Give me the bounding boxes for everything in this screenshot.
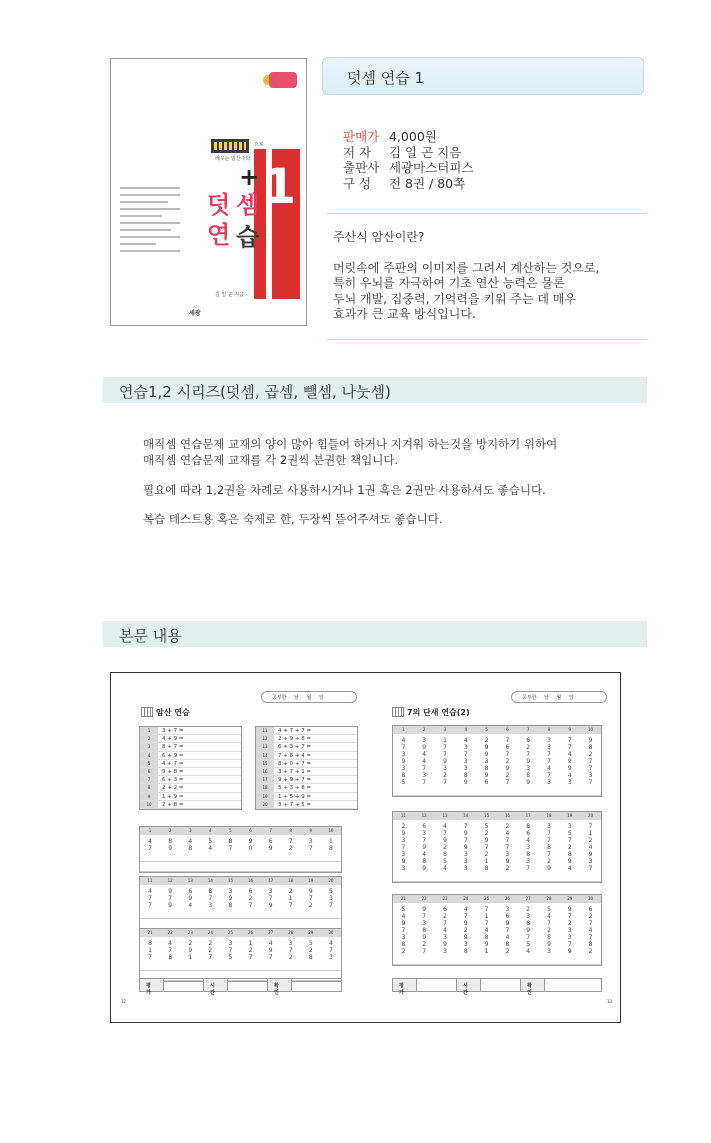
footer-label: 시 간 [204, 979, 228, 991]
evaluation-row [139, 978, 342, 996]
equation-row [256, 727, 357, 735]
grid-header-cell: 28 [546, 896, 552, 901]
grid-number-column: 9 0 [248, 838, 253, 852]
grid-header-cell: 24 [463, 896, 469, 901]
grid-header-cell: 13 [187, 878, 193, 883]
equation-number: 1 [140, 727, 158, 734]
problem-grid [139, 928, 342, 982]
equation-row [140, 760, 241, 768]
equation-text: 9 + 9 + 7 = [278, 777, 312, 784]
equation-row [140, 735, 241, 743]
problem-grid [392, 811, 602, 883]
grid-header-cell: 4 [209, 828, 212, 833]
equation-text: 6 + 3 + 7 = [278, 744, 312, 751]
equation-row [256, 784, 357, 792]
equation-number: 6 [140, 768, 158, 775]
grid-header-cell: 18 [546, 813, 552, 818]
grid-number-column: 3 9 8 [228, 888, 233, 909]
spec-author-value: 김 일 곤 지음 [388, 144, 462, 160]
grid-number-column: 9 7 2 3 3 7 9 [567, 906, 572, 955]
equation-row [140, 784, 241, 792]
description-line: 효과가 큰 교육 방식입니다. [333, 307, 476, 321]
divider-top [327, 213, 647, 214]
grid-header-cell: 2 [422, 727, 426, 732]
grid-number-column: 8 7 3 [208, 888, 213, 909]
cover-blurb [120, 187, 180, 257]
grid-header-cell: 1 [148, 828, 152, 833]
grid-number-column: 3 7 5 [228, 940, 233, 961]
grid-number-column: 8 6 4 3 8 3 7 [526, 823, 531, 872]
equation-number: 16 [256, 768, 274, 775]
grid-number-column: 6 9 4 [188, 888, 193, 909]
grid-header-cell: 8 [547, 727, 551, 732]
grid-header-cell: 9 [309, 828, 313, 833]
equation-text: 1 + 9 = [162, 793, 184, 800]
grid-number-column: 1 8 [328, 838, 333, 852]
equation-row [140, 776, 241, 784]
equation-row [256, 743, 357, 751]
spec-price-label: 판매가 [343, 129, 380, 144]
spec-price-value: 4,000원 [388, 129, 437, 144]
equation-number: 5 [140, 760, 158, 767]
grid-number-column: 3 3 7 7 4 7 3 [547, 737, 551, 786]
equation-list-b [255, 726, 358, 810]
equation-text: 9 + 8 = [162, 768, 184, 775]
grid-number-column: 2 9 1 [188, 940, 193, 961]
page-title: 암산 연습 [141, 707, 190, 718]
equation-number: 14 [256, 752, 274, 759]
grid-header-cell: 13 [442, 813, 448, 818]
grid-header-cell: 25 [484, 896, 490, 901]
equation-text: 4 + 7 + 7 = [278, 728, 312, 734]
grid-header-cell: 26 [247, 930, 254, 935]
grid-number-column: 6 3 7 9 4 8 9 [422, 823, 427, 872]
equation-text: 7 + 8 + 4 = [278, 752, 312, 759]
grid-number-column: 6 2 7 [248, 888, 253, 909]
grid-header-cell: 5 [485, 727, 488, 732]
answer-lines [140, 909, 341, 929]
spec-author [343, 145, 474, 161]
grid-header-cell: 11 [400, 813, 406, 818]
grid-header-cell: 9 [568, 727, 572, 732]
grid-number-column: 4 7 [148, 838, 152, 852]
grid-number-column: 2 4 7 7 3 9 2 [505, 823, 510, 872]
equation-number: 11 [256, 727, 274, 734]
grid-number-column: 4 7 3 [328, 940, 333, 961]
grid-number-column: 2 3 8 9 7 5 4 [526, 906, 531, 955]
sample-page-right [366, 673, 621, 1022]
page-title: 7의 단새 연습(2) [392, 707, 470, 718]
equation-number: 18 [256, 784, 274, 791]
grid-header-cell: 3 [188, 828, 192, 833]
grid-number-column: 7 1 2 4 9 3 7 [588, 823, 593, 872]
footer-label: 평 가 [393, 979, 417, 991]
grid-header-cell: 19 [567, 813, 573, 818]
spec-composition [343, 176, 474, 192]
grid-header-cell: 20 [588, 813, 594, 818]
grid-header-cell: 22 [167, 930, 173, 935]
equation-number: 15 [256, 760, 274, 767]
cover-plus: + [239, 163, 260, 191]
grid-header-cell: 21 [400, 896, 406, 901]
grid-header-cell: 7 [526, 727, 530, 732]
grid-header-cell: 17 [525, 813, 531, 818]
grid-number-column: 1 7 7 9 3 2 7 [443, 737, 447, 786]
grid-header-cell: 16 [504, 813, 510, 818]
cover-author: 김 일 곤 지음 [215, 292, 244, 298]
abacus-icon [392, 707, 404, 717]
footer-label: 확 인 [521, 979, 545, 991]
cover-char-2: 셈 [236, 191, 260, 219]
grid-header-cell: 4 [464, 727, 468, 732]
equation-text: 2 + 8 = [162, 801, 184, 808]
equation-number: 10 [140, 801, 158, 808]
equation-text: 6 + 9 = [162, 752, 184, 759]
spec-composition-label: 구 성 [343, 175, 372, 191]
equation-number: 19 [256, 793, 274, 800]
spec-author-label: 저 자 [343, 144, 372, 160]
grid-number-column: 8 1 7 [148, 940, 152, 961]
equation-number: 17 [256, 776, 274, 783]
grid-number-column: 6 2 7 4 7 8 2 [588, 906, 593, 955]
description-line: 특히 우뇌를 자극하여 기초 연산 능력은 물론 [333, 276, 565, 290]
equation-row [140, 727, 241, 735]
equation-row [140, 801, 241, 809]
grid-header-cell: 2 [168, 828, 172, 833]
equation-row [256, 735, 357, 743]
equation-text: 5 + 3 + 8 = [278, 785, 312, 792]
grid-number-column: 7 7 4 9 9 4 3 [567, 737, 572, 786]
grid-number-column: 4 7 9 2 9 3 8 [463, 906, 468, 955]
equation-number: 2 [140, 735, 158, 742]
problem-grid [392, 725, 602, 797]
grid-header-cell: 15 [484, 813, 490, 818]
evaluation-row [392, 978, 602, 996]
grid-header-cell: 12 [167, 878, 173, 883]
grid-header-cell: 17 [268, 878, 274, 883]
equation-text: 4 + 9 = [162, 736, 184, 743]
grid-number-column: 6 9 [268, 838, 273, 852]
cover-publisher: 세광 [189, 310, 201, 317]
grid-number-column: 5 4 [208, 838, 213, 852]
description-line: 두뇌 개발, 집중력, 기억력을 키워 주는 데 매우 [333, 291, 576, 306]
cover-volume-number: 1 [262, 159, 296, 215]
grid-number-column: 4 8 [188, 838, 193, 852]
equation-text: 8 + 7 = [162, 744, 184, 751]
equation-text: 3 + 7 + 1 = [278, 768, 312, 775]
grid-number-column: 3 7 [308, 838, 313, 852]
grid-header-cell: 10 [328, 828, 334, 833]
grid-header-cell: 24 [207, 930, 213, 935]
grid-header-cell: 27 [525, 896, 531, 901]
grid-number-column: 5 4 9 7 3 8 2 [401, 906, 406, 955]
equation-number: 13 [256, 743, 274, 750]
equation-text: 4 + 7 = [162, 760, 184, 767]
equation-number: 20 [256, 801, 274, 808]
answer-lines [393, 872, 601, 882]
grid-number-column: 6 2 7 9 3 8 9 [526, 737, 531, 786]
equation-text: 3 + 7 + 5 = [278, 801, 312, 808]
grid-number-column: 7 6 7 2 9 2 7 [505, 737, 510, 786]
equation-number: 9 [140, 793, 158, 800]
footer-label: 시 간 [457, 979, 481, 991]
cover-char-3: 연 [207, 221, 231, 249]
equation-number: 3 [140, 743, 158, 750]
spec-publisher-value: 세광마스터피스 [388, 160, 474, 175]
grid-number-column: 3 7 2 [288, 940, 293, 961]
equation-row [256, 768, 357, 776]
grid-number-column: 4 9 7 [268, 940, 273, 961]
equation-row [140, 768, 241, 776]
grid-header-cell: 21 [147, 930, 153, 935]
grid-header-cell: 20 [328, 878, 334, 883]
grid-header-cell: 28 [288, 930, 294, 935]
grid-number-column: 5 2 9 7 2 1 8 [484, 823, 489, 872]
grid-number-column: 5 3 7 [328, 888, 333, 909]
problem-grid [139, 876, 342, 930]
date-label: 공부한 날 월 일 [511, 691, 607, 703]
grid-number-column: 7 2 [288, 838, 293, 852]
series-paragraph: 매직셈 연습문제 교재를 각 2권씩 분권한 책입니다. [143, 453, 399, 467]
answer-lines [393, 786, 601, 796]
spec-publisher-label: 출판사 [343, 160, 380, 175]
grid-header-cell: 12 [421, 813, 427, 818]
equation-row [256, 760, 357, 768]
date-label: 공부한 날 월 일 [261, 691, 357, 703]
grid-number-column: 8 9 [168, 838, 173, 852]
grid-number-column: 9 8 2 7 7 3 7 [588, 737, 593, 786]
grid-number-column: 7 1 7 4 8 9 1 [484, 906, 489, 955]
book-cover-image [110, 58, 307, 326]
grid-number-column: 3 6 9 7 4 8 2 [505, 906, 510, 955]
cover-subtitle: 배우는 암산수학 [215, 156, 251, 162]
product-description [333, 230, 599, 323]
grid-header-cell: 30 [588, 896, 594, 901]
grid-number-column: 4 7 8 [168, 940, 173, 961]
footer-label: 확 인 [268, 979, 292, 991]
grid-header-cell: 15 [227, 878, 233, 883]
series-heading: 연습1,2 시리즈(덧셈, 곱셈, 뺄셈, 나눗셈) [103, 377, 647, 403]
equation-text: 6 + 3 = [162, 777, 184, 784]
grid-number-column: 5 4 7 2 8 9 3 [547, 906, 551, 955]
grid-header-cell: 26 [504, 896, 510, 901]
grid-number-column: 9 7 3 8 9 2 7 [422, 906, 427, 955]
equation-row [256, 752, 357, 760]
page-number: 13 [607, 999, 613, 1004]
grid-header-cell: 30 [328, 930, 334, 935]
product-title: 덧셈 연습 1 [322, 57, 644, 95]
grid-header-cell: 27 [268, 930, 274, 935]
page-number: 12 [121, 999, 127, 1004]
abacus-icon [141, 707, 153, 717]
grid-number-column: 3 9 4 4 7 3 7 [422, 737, 427, 786]
grid-number-column: 4 3 7 3 3 8 9 [463, 737, 468, 786]
grid-number-column: 8 7 [228, 838, 233, 852]
equation-row [140, 752, 241, 760]
equation-text: 2 + 2 = [162, 785, 184, 792]
equation-row [140, 793, 241, 801]
series-paragraph: 필요에 따라 1,2권을 차례로 사용하시거나 1권 혹은 2권만 사용하셔도 좋습니다. [143, 483, 546, 497]
grid-header-cell: 29 [567, 896, 573, 901]
equation-text: 8 + 0 + 7 = [278, 760, 312, 767]
equation-number: 4 [140, 752, 158, 759]
equation-row [256, 776, 357, 784]
grid-number-column: 9 7 9 [168, 888, 173, 909]
cover-char-1: 덧 [207, 191, 231, 219]
grid-number-column: 3 5 7 2 8 9 4 [567, 823, 572, 872]
grid-header-cell: 18 [288, 878, 294, 883]
grid-header-cell: 29 [308, 930, 314, 935]
cover-char-4: 습 [236, 223, 260, 251]
grid-header-cell: 14 [463, 813, 469, 818]
problem-grid [139, 826, 342, 873]
grid-number-column: 5 2 8 [308, 940, 313, 961]
grid-header-cell: 23 [442, 896, 448, 901]
equation-text: 3 + 7 = [162, 728, 184, 734]
sample-page-left [111, 673, 366, 1022]
grid-number-column: 2 9 3 7 3 9 3 [401, 823, 406, 872]
answer-lines [393, 955, 601, 965]
grid-number-column: 6 2 7 4 3 9 3 [443, 906, 447, 955]
grid-header-cell: 7 [269, 828, 272, 833]
grid-header-cell: 14 [207, 878, 213, 883]
equation-row [140, 743, 241, 751]
sample-page-spread [110, 672, 621, 1023]
grid-header-cell: 19 [308, 878, 314, 883]
equation-number: 8 [140, 784, 158, 791]
grid-header-cell: 25 [227, 930, 233, 935]
series-paragraph: 매직셈 연습문제 교재의 양이 많아 힘들어 하거나 지겨워 하는것을 방지하기 위하여 [143, 437, 558, 451]
grid-number-column: 4 7 3 9 3 8 5 [401, 737, 406, 786]
product-specs [343, 129, 474, 191]
grid-header-cell: 5 [229, 828, 232, 833]
grid-number-column: 1 2 7 [248, 940, 253, 961]
spec-price [343, 129, 474, 145]
brand-logo [269, 72, 297, 88]
grid-number-column: 3 7 9 [268, 888, 273, 909]
grid-header-cell: 10 [588, 727, 594, 732]
grid-header-cell: 6 [506, 727, 509, 732]
equation-text: 1 + 5 + 9 = [278, 793, 312, 800]
grid-number-column: 3 7 7 8 7 2 9 [547, 823, 551, 872]
spec-publisher [343, 160, 474, 176]
grid-header-cell: 11 [147, 878, 153, 883]
spec-composition-value: 전 8권 / 80쪽 [388, 175, 466, 191]
grid-header-cell: 1 [402, 727, 405, 732]
equation-number: 7 [140, 776, 158, 783]
grid-header-cell: 22 [421, 896, 427, 901]
grid-number-column: 2 1 7 [288, 888, 293, 909]
equation-text: 2 + 9 + 8 = [278, 736, 312, 743]
equation-row [256, 801, 357, 809]
grid-header-cell: 23 [187, 930, 193, 935]
answer-lines [140, 852, 341, 872]
grid-number-column: 4 7 9 2 8 5 4 [443, 823, 447, 872]
grid-number-column: 7 9 7 9 3 3 3 [463, 823, 468, 872]
grid-number-column: 2 9 9 3 8 9 6 [484, 737, 489, 786]
description-line: 머릿속에 주판의 이미지를 그려서 계산하는 것으로, [333, 260, 600, 275]
description-heading: 주산식 암산이란? [333, 230, 425, 244]
abacus-icon [211, 139, 249, 153]
grid-header-cell: 3 [443, 727, 447, 732]
problem-grid [392, 894, 602, 966]
grid-header-cell: 6 [249, 828, 252, 833]
series-paragraph: 복습 테스트용 혹은 숙제로 한, 두장씩 뜯어주셔도 좋습니다. [143, 512, 443, 526]
cover-tagline: 으로 [254, 142, 264, 148]
equation-row [256, 793, 357, 801]
grid-header-cell: 8 [289, 828, 292, 833]
equation-list-a [139, 726, 242, 810]
divider-bottom [327, 339, 647, 340]
contents-heading: 본문 내용 [103, 621, 647, 647]
grid-header-cell: 16 [247, 878, 254, 883]
grid-number-column: 9 7 2 [308, 888, 313, 909]
equation-number: 12 [256, 735, 274, 742]
grid-number-column: 4 7 7 [148, 888, 152, 909]
footer-label: 평 가 [140, 979, 164, 991]
grid-number-column: 2 2 7 [208, 940, 213, 961]
